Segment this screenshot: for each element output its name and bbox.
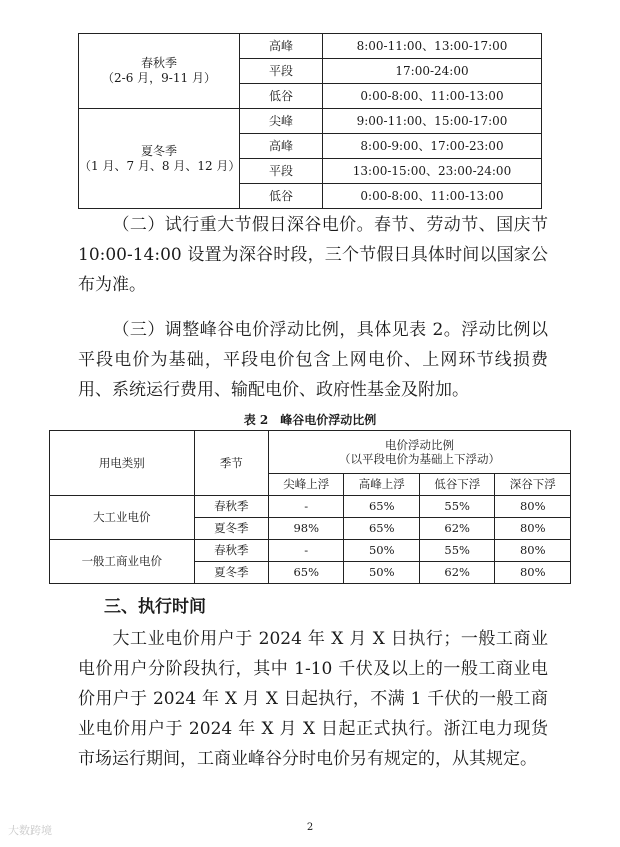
value-cell: 80%: [495, 562, 571, 584]
period-cell: 低谷: [240, 84, 323, 109]
paragraph-text: （三）调整峰谷电价浮动比例，具体见表 2。浮动比例以平段电价为基础，平段电价包含上网电价、上网环节线损费用、系统运行费用、输配电价、政府性基金及附加。: [78, 320, 548, 400]
value-cell: 65%: [269, 562, 344, 584]
value-cell: 65%: [344, 518, 419, 540]
time-period-table: [78, 33, 542, 209]
page-number: 2: [306, 822, 314, 833]
period-cell: 平段: [240, 159, 323, 184]
value-cell: 55%: [419, 540, 494, 562]
value-cell: 62%: [419, 562, 494, 584]
paragraph-text: （二）试行重大节假日深谷电价。春节、劳动节、国庆节 10:00-14:00 设置为深谷时段，三个节假日具体时间以国家公布为准。: [78, 215, 548, 295]
header-ratio-subtitle: （以平段电价为基础上下浮动）: [339, 452, 500, 466]
period-cell: 尖峰: [240, 109, 323, 134]
period-cell: 高峰: [240, 134, 323, 159]
paragraph-holiday-valley: [78, 210, 548, 300]
section-heading: 三、执行时间: [104, 597, 206, 617]
header-ratio: [269, 431, 571, 474]
time-cell: 8:00-9:00、17:00-23:00: [323, 134, 542, 159]
paragraph-text: 大工业电价用户于 2024 年 X 月 X 日执行；一般工商业电价用户分阶段执行，其中 1-10 千伏及以上的一般工商业电价用户于 2024 年 X 月 X 日起执行，不满 1 千伏的一般工商业电价用户于 2024 年 X 月 X 日起正式执行。浙江电力现货市场运行期间，工商业峰谷分时电价另有规定的，从其规定。: [78, 629, 548, 769]
season-name: 春秋季: [140, 56, 177, 70]
time-cell: 9:00-11:00、15:00-17:00: [323, 109, 542, 134]
header-season: 季节: [194, 431, 268, 496]
period-cell: 平段: [240, 59, 323, 84]
header-col: 高峰上浮: [344, 474, 419, 496]
season-cell-summer-winter: [79, 109, 240, 209]
time-cell: 13:00-15:00、23:00-24:00: [323, 159, 542, 184]
category-cell: 一般工商业电价: [50, 540, 195, 584]
season-months: （1 月、7 月、8 月、12 月）: [79, 158, 241, 173]
season-months: （2-6 月，9-11 月）: [102, 71, 216, 85]
ratio-table: [49, 430, 571, 584]
value-cell: 98%: [269, 518, 344, 540]
value-cell: 80%: [495, 518, 571, 540]
period-cell: 低谷: [240, 184, 323, 209]
value-cell: 50%: [344, 562, 419, 584]
header-col: 深谷下浮: [495, 474, 571, 496]
value-cell: -: [269, 496, 344, 518]
season-name: 夏冬季: [140, 143, 177, 158]
time-cell: 8:00-11:00、13:00-17:00: [323, 34, 542, 59]
period-cell: 高峰: [240, 34, 323, 59]
category-cell: 大工业电价: [50, 496, 195, 540]
value-cell: 80%: [495, 496, 571, 518]
time-cell: 0:00-8:00、11:00-13:00: [323, 84, 542, 109]
paragraph-execution-time: [78, 624, 548, 774]
value-cell: 80%: [495, 540, 571, 562]
paragraph-ratio-adjust: [78, 315, 548, 405]
time-cell: 17:00-24:00: [323, 59, 542, 84]
value-cell: 65%: [344, 496, 419, 518]
watermark: 大数跨境: [8, 824, 52, 837]
value-cell: -: [269, 540, 344, 562]
time-cell: 0:00-8:00、11:00-13:00: [323, 184, 542, 209]
value-cell: 55%: [419, 496, 494, 518]
header-col: 尖峰上浮: [269, 474, 344, 496]
value-cell: 50%: [344, 540, 419, 562]
value-cell: 62%: [419, 518, 494, 540]
season-cell: 夏冬季: [194, 562, 268, 584]
header-col: 低谷下浮: [419, 474, 494, 496]
season-cell: 春秋季: [194, 540, 268, 562]
season-cell: 夏冬季: [194, 518, 268, 540]
season-cell: 春秋季: [194, 496, 268, 518]
header-ratio-title: 电价浮动比例: [385, 437, 454, 452]
table2-caption: 表 2 峰谷电价浮动比例: [243, 413, 377, 427]
header-category: 用电类别: [50, 431, 195, 496]
season-cell-spring-autumn: [79, 34, 240, 109]
